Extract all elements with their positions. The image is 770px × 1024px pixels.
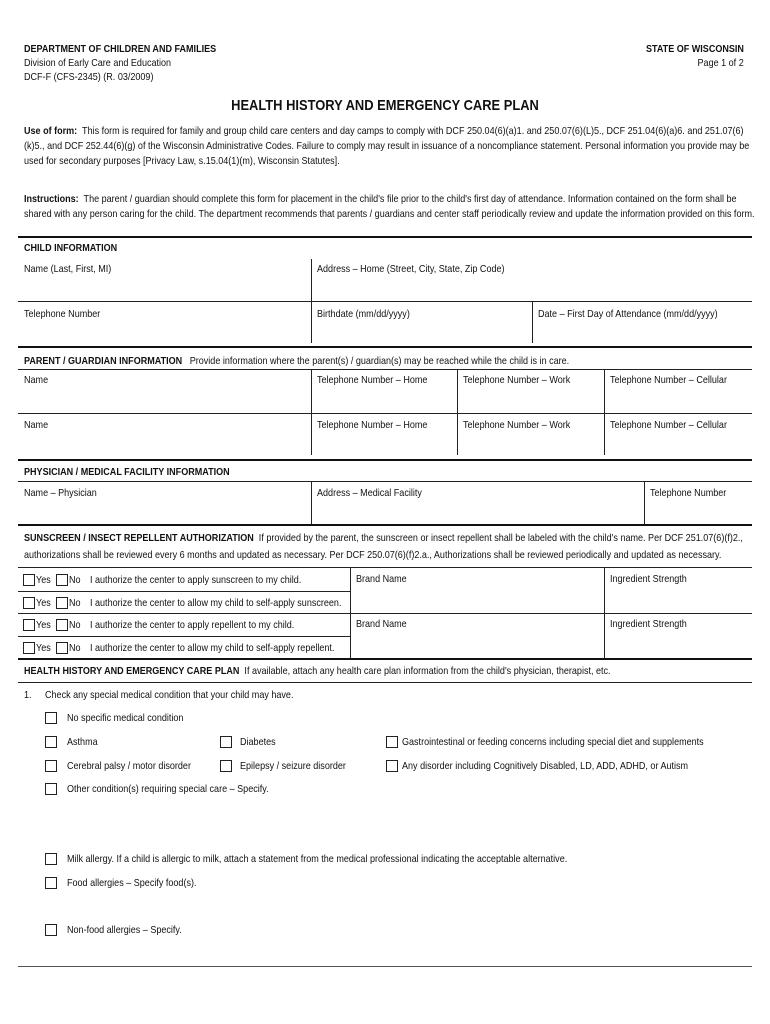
child-info-heading: CHILD INFORMATION [24,242,118,254]
cognitive-checkbox[interactable] [386,760,398,772]
nonfood-label: Non-food allergies – Specify. [67,924,182,936]
instructions-text: The parent / guardian should complete this form for placement in the child's file prior to the child's first day of attendance. Information contained on the form shall be shared with any person caring for the child. The department recommends that parents / guardians and center staff periodically review and update the information provided on this form. [24,193,755,220]
auth1-no-checkbox[interactable] [56,574,68,586]
gastro-checkbox[interactable] [386,736,398,748]
question-number: 1. [24,689,32,701]
parent-info-heading-row [24,355,569,368]
other-checkbox[interactable] [45,783,57,795]
epilepsy-label: Epilepsy / seizure disorder [240,760,346,772]
repellent-brand-label: Brand Name [356,618,407,630]
auth1-yes-checkbox[interactable] [23,574,35,586]
sunscreen-text1: If provided by the parent, the sunscreen or insect repellent shall be labeled with the child's name. Per DCF 251.07(6)(f)2., [258,532,743,544]
parent-info-heading: PARENT / GUARDIAN INFORMATION [24,355,183,367]
child-birthdate-label: Birthdate (mm/dd/yyyy) [317,308,410,320]
gastro-label: Gastrointestinal or feeding concerns including special diet and supplements [402,736,704,748]
auth3-text: I authorize the center to apply repellent to my child. [90,619,295,631]
instructions-label: Instructions: [24,193,79,205]
sunscreen-brand-label: Brand Name [356,573,407,585]
auth2-yes-checkbox[interactable] [23,597,35,609]
milk-checkbox[interactable] [45,853,57,865]
nonfood-checkbox[interactable] [45,924,57,936]
auth3-yes-checkbox[interactable] [23,619,35,631]
auth1-text: I authorize the center to apply sunscreen to my child. [90,574,302,586]
food-checkbox[interactable] [45,877,57,889]
parent1-tel-cell-label: Telephone Number – Cellular [610,374,727,386]
physician-name-label: Name – Physician [24,487,97,499]
auth2-text: I authorize the center to allow my child to self-apply sunscreen. [90,597,342,609]
none-checkbox[interactable] [45,712,57,724]
sunscreen-heading-row [24,532,743,545]
use-of-form [24,124,755,169]
facility-address-label: Address – Medical Facility [317,487,422,499]
instructions [24,192,755,222]
physician-info-heading: PHYSICIAN / MEDICAL FACILITY INFORMATION [24,466,230,478]
auth4-no-label: No [69,642,81,654]
health-heading-row [24,665,611,678]
cerebral-checkbox[interactable] [45,760,57,772]
sunscreen-text2: authorizations shall be reviewed every 6 months and updated as necessary. Per DCF 250.07(6)(f)2.a., Authorizations shall be reviewed periodically and updated as necessary. [24,549,722,561]
auth4-no-checkbox[interactable] [56,642,68,654]
use-of-form-text: This form is required for family and group child care centers and day camps to comply with DCF 250.04(6)(a)1. and 250.07(6)(L)5., DCF 251.04(6)(a)6. and 251.07(6)(k)5., and DCF 252.44(6)(g) of the Wisconsin Administrative Codes. Failure to comply may result in issuance of a noncompliance statement. Personal information you provide may be used for secondary purposes [Privacy Law, s.15.04(1)(m), Wisconsin Statutes]. [24,125,750,167]
auth4-text: I authorize the center to allow my child to self-apply repellent. [90,642,335,654]
state-name: STATE OF WISCONSIN [646,43,744,55]
sunscreen-heading: SUNSCREEN / INSECT REPELLENT AUTHORIZATION [24,532,254,544]
use-of-form-label: Use of form: [24,125,78,137]
auth3-no-checkbox[interactable] [56,619,68,631]
parent1-tel-work-label: Telephone Number – Work [463,374,571,386]
milk-label: Milk allergy. If a child is allergic to milk, attach a statement from the medical professional indicating the acceptable alternative. [67,853,568,865]
other-label: Other condition(s) requiring special care – Specify. [67,783,269,795]
child-telephone-label: Telephone Number [24,308,101,320]
auth1-yes-label: Yes [36,574,51,586]
department-name: DEPARTMENT OF CHILDREN AND FAMILIES [24,43,217,55]
epilepsy-checkbox[interactable] [220,760,232,772]
cerebral-label: Cerebral palsy / motor disorder [67,760,191,772]
child-name-label: Name (Last, First, MI) [24,263,112,275]
asthma-checkbox[interactable] [45,736,57,748]
auth2-no-label: No [69,597,81,609]
form-code: DCF-F (CFS-2345) (R. 03/2009) [24,71,154,83]
health-heading: HEALTH HISTORY AND EMERGENCY CARE PLAN [24,665,240,677]
parent2-tel-cell-label: Telephone Number – Cellular [610,419,727,431]
repellent-ingredient-label: Ingredient Strength [610,618,687,630]
auth2-yes-label: Yes [36,597,51,609]
cognitive-label: Any disorder including Cognitively Disabled, LD, ADD, ADHD, or Autism [402,760,689,772]
page-number: Page 1 of 2 [697,57,744,69]
division-name: Division of Early Care and Education [24,57,172,69]
parent1-tel-home-label: Telephone Number – Home [317,374,428,386]
asthma-label: Asthma [67,736,98,748]
auth3-yes-label: Yes [36,619,51,631]
auth4-yes-checkbox[interactable] [23,642,35,654]
sunscreen-ingredient-label: Ingredient Strength [610,573,687,585]
auth1-no-label: No [69,574,81,586]
child-address-label: Address – Home (Street, City, State, Zip Code) [317,263,505,275]
auth4-yes-label: Yes [36,642,51,654]
health-note: If available, attach any health care plan information from the child's physician, therapist, etc. [244,665,611,677]
parent2-name-label: Name [24,419,49,431]
auth2-no-checkbox[interactable] [56,597,68,609]
parent1-name-label: Name [24,374,49,386]
page-title: HEALTH HISTORY AND EMERGENCY CARE PLAN [231,97,539,114]
none-label: No specific medical condition [67,712,184,724]
auth3-no-label: No [69,619,81,631]
parent2-tel-work-label: Telephone Number – Work [463,419,571,431]
diabetes-label: Diabetes [240,736,276,748]
food-label: Food allergies – Specify food(s). [67,877,197,889]
physician-telephone-label: Telephone Number [650,487,727,499]
diabetes-checkbox[interactable] [220,736,232,748]
child-first-day-label: Date – First Day of Attendance (mm/dd/yyyy) [538,308,718,320]
parent-info-note: Provide information where the parent(s) / guardian(s) may be reached while the child is in care. [189,355,570,367]
parent2-tel-home-label: Telephone Number – Home [317,419,428,431]
question-text: Check any special medical condition that your child may have. [45,689,294,701]
